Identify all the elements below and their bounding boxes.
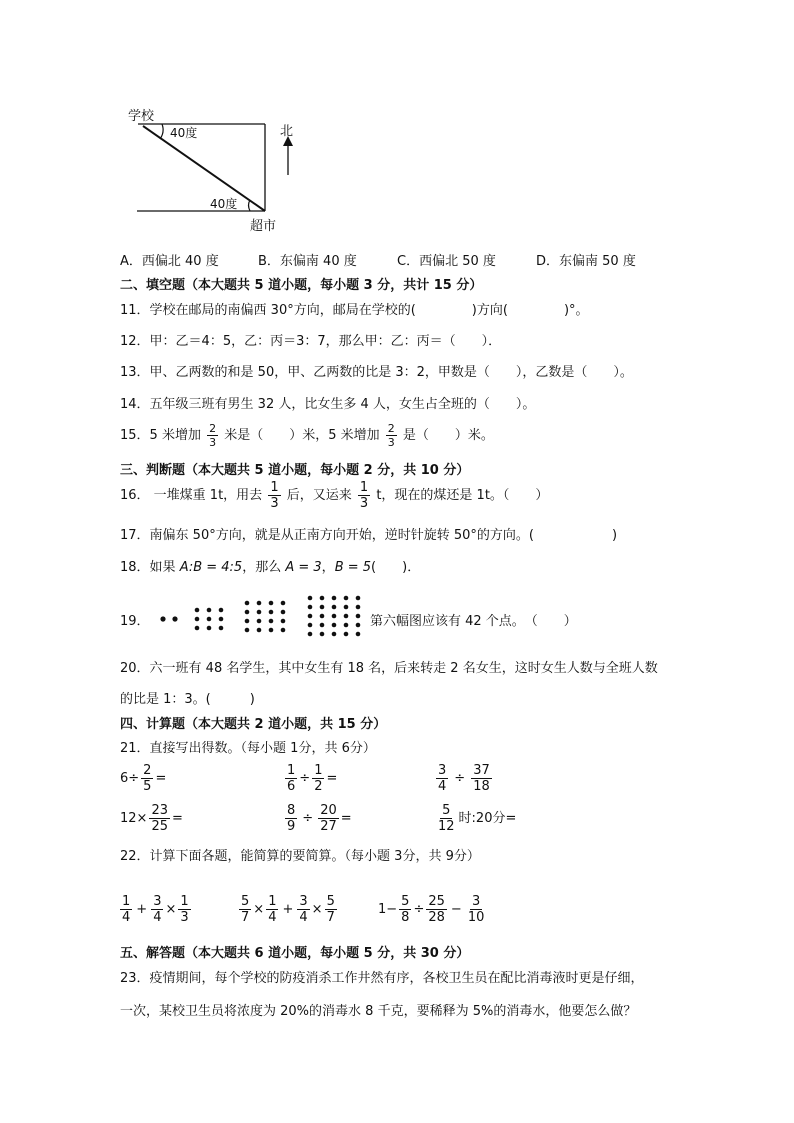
- calc22-e1-fraction-b: [151, 895, 163, 924]
- question-17: 17．南偏东 50°方向，就是从正南方向开始，逆时针旋转 50°的方向。( ): [120, 528, 618, 543]
- calc22-e3-fraction-a: [399, 895, 411, 924]
- calc21-e2-fraction-1: [285, 764, 297, 793]
- question-12: 12．甲：乙＝4：5，乙：丙＝3：7，那么甲：乙：丙＝（ ）．: [120, 334, 502, 349]
- q15-fraction-2-num: 2: [387, 422, 395, 435]
- calc22-e2-e-num: 5: [326, 894, 335, 909]
- calc21-e5-num2: 20: [320, 803, 337, 818]
- question-18: [120, 556, 420, 575]
- calc22-e2-fraction-b: [266, 895, 278, 924]
- q10-option-b: B．东偏南 40 度: [258, 254, 357, 269]
- calc21-e3-num1: 3: [438, 763, 447, 778]
- calc22-expr-3: [378, 895, 488, 924]
- q15-fraction-2-den: 3: [387, 436, 395, 449]
- calc21-e3-op: ÷: [454, 771, 466, 786]
- q18-part-a: 18．如果: [120, 560, 180, 575]
- section-2-title: 二、填空题（本大题共 5 道小题，每小题 3 分，共计 15 分）: [120, 278, 483, 293]
- q15-fraction-1: [207, 423, 218, 448]
- calc22-e1-c-den: 3: [180, 910, 189, 925]
- calc21-e3-den2: 18: [473, 779, 490, 794]
- calc22-e1-fraction-a: [120, 895, 132, 924]
- q10-option-c: C．西偏北 50 度: [397, 254, 496, 269]
- calc22-e1-c-num: 1: [180, 894, 189, 909]
- calc21-e6-fraction: [436, 804, 457, 833]
- q15-part-b: 米是（ ）米，5 米增加: [224, 428, 380, 443]
- calc21-e2-num2: 1: [314, 763, 323, 778]
- calc22-e2-a-num: 5: [241, 894, 250, 909]
- calc21-e5-den2: 27: [320, 819, 337, 834]
- calc22-e3-c-den: 10: [467, 910, 485, 925]
- diagram-label-market: 超市: [250, 219, 277, 234]
- calc21-expr-6: [434, 804, 516, 833]
- question-22-title: 22．计算下面各题，能简算的要简算。（每小题 3分，共 9分）: [120, 849, 480, 864]
- calc21-e5-num1: 8: [287, 803, 296, 818]
- calc21-e3-fraction-2: [471, 764, 492, 793]
- q15-part-a: 15．5 米增加: [120, 428, 201, 443]
- diagram-label-north: 北: [280, 124, 294, 139]
- q10-option-d: D．东偏南 50 度: [536, 254, 636, 269]
- q11-part-b: )方向(: [471, 303, 508, 318]
- calc21-e4-pre: 12×: [120, 811, 148, 826]
- q18-part-d: ( )．: [371, 560, 421, 575]
- q15-fraction-2: [386, 423, 397, 448]
- q16-fraction-2-den: 3: [359, 496, 369, 511]
- diagram-label-angle-bottom: 40度: [210, 197, 238, 211]
- calc22-e1-op1: +: [136, 902, 148, 917]
- calc22-expr-1: [118, 895, 193, 924]
- calc22-e3-a-num: 5: [401, 894, 410, 909]
- calc21-e5-post: =: [340, 811, 352, 826]
- q16-fraction-1-num: 1: [270, 480, 279, 495]
- calc22-e1-b-den: 4: [153, 910, 162, 925]
- q18-ratio: A:B = 4:5: [179, 560, 243, 575]
- calc22-e2-e-den: 7: [326, 910, 335, 925]
- calc22-e3-b-num: 25: [428, 894, 445, 909]
- calc22-e2-b-num: 1: [268, 894, 277, 909]
- calc22-e3-op2: −: [450, 902, 462, 917]
- calc21-expr-5: [283, 804, 352, 833]
- q11-part-a: 11．学校在邮局的南偏西 30°方向，邮局在学校的(: [120, 303, 416, 318]
- calc22-e2-b-den: 4: [268, 910, 277, 925]
- q18-part-b: ，那么: [242, 560, 286, 575]
- question-16: [120, 481, 548, 510]
- q15-part-c: 是（ ）米。: [402, 428, 494, 443]
- calc21-e1-pre: 6÷: [120, 771, 140, 786]
- calc22-e3-pre: 1−: [378, 902, 398, 917]
- calc21-e2-fraction-2: [312, 764, 324, 793]
- calc22-expr-2: [237, 895, 339, 924]
- question-20-line2: 的比是 1：3。( ): [120, 692, 255, 707]
- calc21-expr-2: [283, 764, 337, 793]
- calc21-e5-den1: 9: [287, 819, 296, 834]
- calc22-e1-a-den: 4: [122, 910, 131, 925]
- q16-fraction-2: [358, 481, 370, 510]
- q18-b-value: B = 5: [334, 560, 372, 575]
- direction-diagram: [110, 100, 320, 240]
- calc22-e2-op2: +: [282, 902, 294, 917]
- q10-option-a: A．西偏北 40 度: [120, 254, 219, 269]
- calc21-e4-den: 25: [151, 819, 168, 834]
- q16-part-b: 后，又运来: [286, 488, 352, 503]
- calc22-e3-a-den: 8: [401, 910, 410, 925]
- calc21-e2-op: ÷: [299, 771, 311, 786]
- calc22-e2-fraction-a: [239, 895, 251, 924]
- q18-part-c: ，: [321, 560, 335, 575]
- calc21-e6-num: 5: [442, 803, 451, 818]
- calc21-e3-num2: 37: [473, 763, 490, 778]
- diagram-label-angle-top: 40度: [170, 126, 198, 140]
- calc22-e2-op1: ×: [253, 902, 265, 917]
- calc21-e5-fraction-1: [285, 804, 297, 833]
- q16-fraction-1-den: 3: [270, 496, 279, 511]
- section-3-title: 三、判断题（本大题共 5 道小题，每小题 2 分，共 10 分）: [120, 463, 470, 478]
- calc22-e2-fraction-c: [297, 895, 309, 924]
- calc21-e3-fraction-1: [436, 764, 448, 793]
- calc21-e4-num: 23: [151, 803, 168, 818]
- calc22-e1-b-num: 3: [153, 894, 162, 909]
- q16-part-a: 16． 一堆煤重 1t，用去: [120, 488, 263, 503]
- calc21-e1-num: 2: [143, 763, 152, 778]
- question-11: [120, 299, 589, 318]
- calc22-e3-c-num: 3: [471, 894, 481, 909]
- calc22-e1-op2: ×: [165, 902, 177, 917]
- question-23-line2: 一次，某校卫生员将浓度为 20%的消毒水 8 千克，要稀释为 5%的消毒水，他要怎么做？: [120, 1004, 637, 1019]
- calc22-e3-op1: ÷: [413, 902, 425, 917]
- calc22-e2-op3: ×: [311, 902, 323, 917]
- calc21-e1-den: 5: [143, 779, 152, 794]
- calc22-e3-b-den: 28: [428, 910, 445, 925]
- calc22-e2-c-num: 3: [299, 894, 308, 909]
- calc21-e1-fraction: [141, 764, 153, 793]
- section-5-title: 五、解答题（本大题共 6 道小题，每小题 5 分，共 30 分）: [120, 946, 470, 961]
- q19-text: 第六幅图应该有 42 个点。 （ ）: [370, 614, 577, 629]
- calc22-e2-c-den: 4: [299, 910, 308, 925]
- q11-part-c: )°。: [563, 303, 589, 318]
- diagram-label-school: 学校: [128, 109, 155, 124]
- q15-fraction-1-num: 2: [209, 422, 217, 435]
- calc21-expr-3: [434, 764, 494, 793]
- calc22-e3-fraction-c: [466, 895, 487, 924]
- calc21-e2-num1: 1: [287, 763, 296, 778]
- question-21-title: 21．直接写出得数。（每小题 1分，共 6分）: [120, 741, 376, 756]
- question-14: 14．五年级三班有男生 32 人，比女生多 4 人，女生占全班的（ ）。: [120, 397, 536, 412]
- calc21-expr-4: [120, 804, 183, 833]
- question-23-line1: 23．疫情期间，每个学校的防疫消杀工作井然有序，各校卫生员在配比消毒液时更是仔细，: [120, 971, 644, 986]
- calc21-e6-post: 时:20分=: [458, 811, 517, 826]
- calc21-e6-den: 12: [438, 819, 455, 834]
- q16-part-c: t，现在的煤还是 1t。（ ）: [376, 488, 549, 503]
- q19-dot-pattern: [155, 593, 370, 641]
- q19-number: 19．: [120, 614, 150, 629]
- calc21-e4-post: =: [171, 811, 183, 826]
- calc22-e2-a-den: 7: [241, 910, 250, 925]
- section-4-title: 四、计算题（本大题共 2 道小题，共 15 分）: [120, 717, 387, 732]
- calc22-e1-a-num: 1: [122, 894, 131, 909]
- q16-fraction-1: [268, 481, 280, 510]
- q16-fraction-2-num: 1: [359, 480, 369, 495]
- calc22-e2-fraction-e: [325, 895, 337, 924]
- calc21-e5-op: ÷: [302, 811, 314, 826]
- calc21-expr-1: [120, 764, 166, 793]
- calc21-e4-fraction: [149, 804, 170, 833]
- q18-a-value: A = 3: [285, 560, 322, 575]
- calc21-e5-fraction-2: [318, 804, 339, 833]
- question-13: 13．甲、乙两数的和是 50，甲、乙两数的比是 3：2，甲数是（ ），乙数是（ ）。: [120, 365, 633, 380]
- question-20-line1: 20．六一班有 48 名学生，其中女生有 18 名，后来转走 2 名女生，这时女生人数与全班人数: [120, 661, 658, 676]
- calc21-e2-den1: 6: [287, 779, 296, 794]
- calc21-e1-post: =: [155, 771, 167, 786]
- calc22-e3-fraction-b: [426, 895, 447, 924]
- calc21-e3-den1: 4: [438, 779, 447, 794]
- calc21-e2-den2: 2: [314, 779, 323, 794]
- q15-fraction-1-den: 3: [209, 436, 217, 449]
- question-15: [120, 423, 494, 448]
- calc21-e2-post: =: [326, 771, 338, 786]
- calc22-e1-fraction-c: [178, 895, 190, 924]
